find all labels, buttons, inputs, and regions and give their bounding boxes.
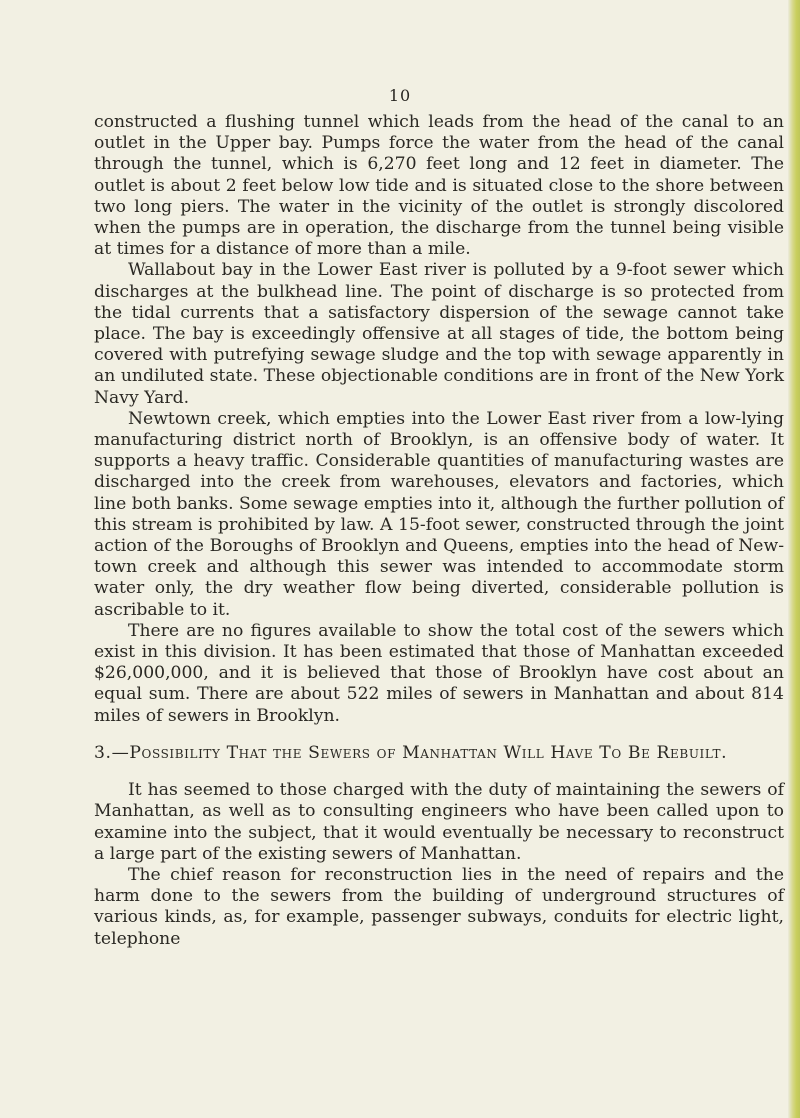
paragraph: The chief reason for reconstruction lies in the need of repairs and the harm done to the sewers from the building of underground structures of various kinds, as, for example, passenger subways, conduits for electric light, telephone <box>94 864 784 949</box>
page-body <box>94 112 784 950</box>
paragraph: There are no figures available to show the total cost of the sewers which exist in this division. It has been estimated that those of Manhattan exceeded $26,000,000, and it is believed that those of Brooklyn have cost about an equal sum. There are about 522 miles of sewers in Manhattan and about 814 miles of sewers in Brooklyn. <box>94 620 784 726</box>
page-edge-border <box>788 0 800 1118</box>
section-heading: 3.—Possibility That the Sewers of Manhattan Will Have To Be Rebuilt. <box>94 742 728 763</box>
page-number: 10 <box>388 86 412 105</box>
paragraph: Newtown creek, which empties into the Lower East river from a low-lying manufacturing district north of Brooklyn, is an offensive body of water. It supports a heavy traffic. Considerable quantities of manufacturing wastes are discharged into the creek from warehouses, elevators and factories, which line both banks. Some sewage empties into it, although the further pollution of this stream is prohibited by law. A 15-foot sewer, constructed through the joint action of the Boroughs of Brooklyn and Queens, empties into the head of Newtown creek and although this sewer was intended to accommodate storm water only, the dry weather flow being diverted, considerable pollution is ascribable to it. <box>94 408 784 620</box>
paragraph: constructed a flushing tunnel which leads from the head of the canal to an outlet in the Upper bay. Pumps force the water from the head of the canal through the tunnel, which is 6,270 feet long and 12 feet in diameter. The outlet is about 2 feet below low tide and is situated close to the shore between two long piers. The water in the vicinity of the outlet is strongly discolored when the pumps are in operation, the discharge from the tunnel being visible at times for a distance of more than a mile. <box>94 112 784 260</box>
paragraph: It has seemed to those charged with the duty of maintaining the sewers of Manhattan, as well as to consulting engineers who have been called upon to examine into the subject, that it would eventually be necessary to reconstruct a large part of the existing sewers of Manhattan. <box>94 780 784 864</box>
paragraph: Wallabout bay in the Lower East river is polluted by a 9-foot sewer which discharges at the bulkhead line. The point of discharge is so protected from the tidal currents that a satisfactory dispersion of the sewage cannot take place. The bay is exceedingly offensive at all stages of tide, the bottom being covered with putrefying sewage sludge and the top with sewage apparently in an undiluted state. These objectionable conditions are in front of the New York Navy Yard. <box>94 260 784 408</box>
